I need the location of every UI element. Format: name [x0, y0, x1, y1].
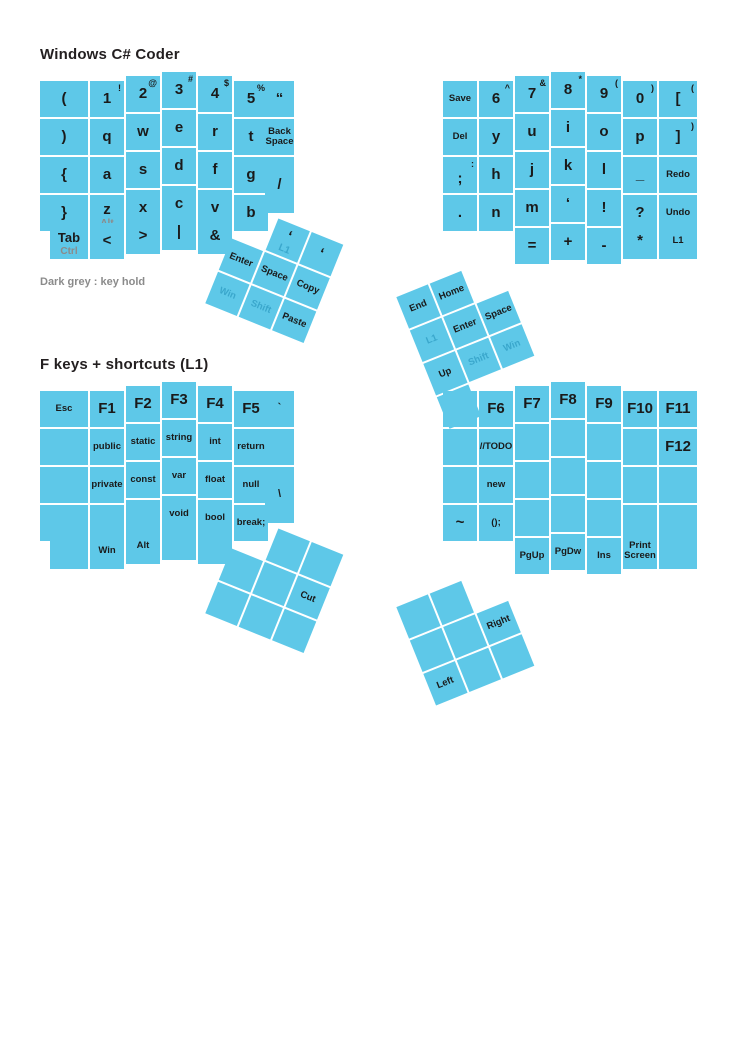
key-l1-right-r3-c1[interactable] — [443, 467, 477, 503]
key-left-r4-c1[interactable]: } — [40, 195, 88, 231]
section-title-2: F keys + shortcuts (L1) — [40, 356, 209, 373]
key-l1-right-parens[interactable]: (); — [479, 505, 513, 541]
key-l1-left-int[interactable]: int — [198, 424, 232, 460]
key-l1-right-r2-c4[interactable] — [551, 420, 585, 456]
key-right-r5-c3[interactable]: - — [587, 228, 621, 264]
key-l1-right-r4-c4[interactable] — [551, 496, 585, 532]
key-left-r1-c4[interactable]: # 3 — [162, 72, 196, 108]
key-l1-left-f2[interactable]: F2 — [126, 386, 160, 422]
key-l1-right-pgdw[interactable]: PgDw — [551, 534, 585, 570]
key-left-r1-c6[interactable]: % 5 — [234, 81, 268, 117]
section-title-1: Windows C# Coder — [40, 46, 180, 63]
key-right-r3-c2[interactable]: h — [479, 157, 513, 193]
key-l1-left-break[interactable]: break; — [234, 505, 268, 541]
key-l1-left-f5[interactable]: F5 — [234, 391, 268, 427]
key-l1-left-private[interactable]: private — [90, 467, 124, 503]
key-right-r1-c6[interactable]: ) 0 — [623, 81, 657, 117]
thumb-right-end[interactable]: End — [396, 284, 440, 328]
thumb-right-up[interactable]: Up — [423, 351, 467, 395]
key-l1-right-f7[interactable]: F7 — [515, 386, 549, 422]
key-l1-left-static[interactable]: static — [126, 424, 160, 460]
key-l1-right-pgup[interactable]: PgUp — [515, 538, 549, 574]
key-left-r3-c2[interactable]: a — [90, 157, 124, 193]
legend-note: Dark grey : key hold — [40, 276, 146, 288]
key-left-r5-c3[interactable]: > — [126, 218, 160, 254]
key-l1-right-tilde[interactable]: ~ — [443, 505, 477, 541]
key-left-r2-c3[interactable]: w — [126, 114, 160, 150]
key-left-r5-c2[interactable]: < — [90, 223, 124, 259]
key-right-r1-c2[interactable]: ^ 6 — [479, 81, 513, 117]
thumb-right-space[interactable]: Space — [477, 291, 521, 335]
key-l1-left-void[interactable]: void — [162, 496, 196, 532]
key-l1-right-f6[interactable]: F6 — [479, 391, 513, 427]
key-l1-left-r2-c1[interactable] — [40, 429, 88, 465]
key-right-r1-c5[interactable]: ( 9 — [587, 76, 621, 112]
key-l1-right-r3-c5[interactable] — [587, 462, 621, 498]
key-l1-right-r5-c5[interactable] — [659, 533, 697, 569]
key-right-r2-c7[interactable]: ) ] — [659, 119, 697, 155]
key-l1-right-r4-c3[interactable] — [515, 500, 549, 536]
key-right-r1-c7[interactable]: ( [ — [659, 81, 697, 117]
key-left-r4-c6[interactable]: b — [234, 195, 268, 231]
key-right-save[interactable]: Save — [443, 81, 477, 117]
key-left-r4-c3[interactable]: x — [126, 190, 160, 226]
key-left-r3-c6[interactable]: g — [234, 157, 268, 193]
key-l1-right-r2-c3[interactable] — [515, 424, 549, 460]
key-left-r5-c4[interactable]: | — [162, 214, 196, 250]
key-l1-left-win[interactable]: Win — [90, 533, 124, 569]
key-l1-thumb-right-left[interactable]: Left — [423, 661, 467, 705]
key-right-r4-c2[interactable]: n — [479, 195, 513, 231]
key-l1-left-bool[interactable]: bool — [198, 500, 232, 536]
thumb-right-enter[interactable]: Enter — [443, 304, 487, 348]
thumb-left-win[interactable]: Win — [205, 272, 249, 316]
key-l1-right-printscreen[interactable]: Print Screen — [623, 533, 657, 569]
key-l1-left-r2-c7[interactable] — [265, 429, 294, 465]
key-left-r2-c6[interactable]: t — [234, 119, 268, 155]
key-left-r3-c3[interactable]: s — [126, 152, 160, 188]
key-l1-right-f9[interactable]: F9 — [587, 386, 621, 422]
thumb-right-home[interactable]: Home — [430, 271, 474, 315]
key-l1-right-f8[interactable]: F8 — [551, 382, 585, 418]
key-right-undo[interactable]: Undo — [659, 195, 697, 231]
key-l1-right-todo[interactable]: //TODO — [479, 429, 513, 465]
key-right-r3-c1[interactable]: : ; — [443, 157, 477, 193]
key-left-r3-c1[interactable]: { — [40, 157, 88, 193]
key-left-r1-c5[interactable]: $ 4 — [198, 76, 232, 112]
key-l1-right-r3-c3[interactable] — [515, 462, 549, 498]
thumb-left-shift[interactable]: Shift — [239, 285, 283, 329]
key-right-r3-c6[interactable]: _ — [623, 157, 657, 193]
key-right-r5-c2[interactable]: + — [551, 224, 585, 260]
key-l1-thumb-left-cut[interactable]: Cut — [286, 575, 330, 619]
key-l1-left-float[interactable]: float — [198, 462, 232, 498]
key-left-r2-c5[interactable]: r — [198, 114, 232, 150]
key-l1-left-public[interactable]: public — [90, 429, 124, 465]
key-right-r5-c1[interactable]: = — [515, 228, 549, 264]
key-l1-left-string[interactable]: string — [162, 420, 196, 456]
key-left-r1-c1[interactable]: ( — [40, 81, 88, 117]
key-right-r4-c5[interactable]: ! — [587, 190, 621, 226]
thumb-right-win[interactable]: Win — [490, 324, 534, 368]
key-l1-right-f10[interactable]: F10 — [623, 391, 657, 427]
key-right-redo[interactable]: Redo — [659, 157, 697, 193]
key-left-slash[interactable]: / — [265, 157, 294, 213]
key-left-r1-c7[interactable]: “ — [265, 81, 294, 117]
key-l1-left-backslash[interactable]: \ — [265, 467, 294, 523]
key-l1-left-r3-c1[interactable] — [40, 467, 88, 503]
thumb-left-paste[interactable]: Paste — [272, 299, 316, 343]
key-l1-right-f12[interactable]: F12 — [659, 429, 697, 465]
key-l1-left-alt[interactable]: Alt — [126, 528, 160, 564]
key-right-r2-c4[interactable]: i — [551, 110, 585, 146]
thumb-left-space[interactable]: Space — [252, 252, 296, 296]
key-l1-right-r4-c5[interactable] — [587, 500, 621, 536]
thumb-left-enter[interactable]: Enter — [219, 238, 263, 282]
thumb-left-l1[interactable]: ‘ L1 — [266, 218, 310, 262]
key-right-del[interactable]: Del — [443, 119, 477, 155]
key-l1-left-f4[interactable]: F4 — [198, 386, 232, 422]
key-left-r2-c4[interactable]: e — [162, 110, 196, 146]
key-left-r5-c5[interactable]: & — [198, 218, 232, 254]
key-l1-right-r3-c4[interactable] — [551, 458, 585, 494]
thumb-left-copy[interactable]: Copy — [286, 265, 330, 309]
key-right-r2-c5[interactable]: o — [587, 114, 621, 150]
key-l1-left-r5-c1[interactable] — [50, 533, 88, 569]
key-left-backspace[interactable]: Back Space — [265, 119, 294, 155]
key-l1-left-var[interactable]: var — [162, 458, 196, 494]
key-left-r3-c5[interactable]: f — [198, 152, 232, 188]
key-right-r4-c1[interactable]: . — [443, 195, 477, 231]
key-left-r1-c2[interactable]: ! 1 — [90, 81, 124, 117]
key-left-r4-c2[interactable]: z — [90, 195, 124, 231]
key-right-r5-c4[interactable]: * — [623, 223, 657, 259]
key-l1-right-r1-c1[interactable] — [443, 391, 477, 427]
key-right-r1-c3[interactable]: & 7 — [515, 76, 549, 112]
key-l1-left-f1[interactable]: F1 — [90, 391, 124, 427]
key-l1-right-f11[interactable]: F11 — [659, 391, 697, 427]
key-left-r4-c5[interactable]: v — [198, 190, 232, 226]
key-left-r2-c1[interactable]: ) — [40, 119, 88, 155]
key-l1-left-r5-c4[interactable] — [162, 524, 196, 560]
key-l1-right-r3-c6[interactable] — [623, 467, 657, 503]
key-l1-left-const[interactable]: const — [126, 462, 160, 498]
thumb-right-shift[interactable]: Shift — [457, 338, 501, 382]
key-left-r1-c3[interactable]: @ 2 — [126, 76, 160, 112]
key-right-r2-c6[interactable]: p — [623, 119, 657, 155]
key-right-r4-c4[interactable]: ‘ — [551, 186, 585, 222]
key-right-r5-l1[interactable]: L1 — [659, 223, 697, 259]
key-l1-left-esc[interactable]: Esc — [40, 391, 88, 427]
key-l1-left-return[interactable]: return — [234, 429, 268, 465]
key-l1-right-r3-c7[interactable] — [659, 467, 697, 503]
key-left-r3-c4[interactable]: d — [162, 148, 196, 184]
key-right-r3-c5[interactable]: l — [587, 152, 621, 188]
key-right-r2-c2[interactable]: y — [479, 119, 513, 155]
key-right-r3-c4[interactable]: k — [551, 148, 585, 184]
thumb-right-l1[interactable]: L1 — [410, 318, 454, 362]
key-l1-right-r2-c5[interactable] — [587, 424, 621, 460]
key-l1-left-backtick[interactable]: ` — [265, 391, 294, 427]
key-right-r1-c4[interactable]: * 8 — [551, 72, 585, 108]
key-l1-right-ins[interactable]: Ins — [587, 538, 621, 574]
key-l1-right-r2-c6[interactable] — [623, 429, 657, 465]
key-right-r4-c6[interactable]: ? — [623, 195, 657, 231]
key-l1-right-new[interactable]: new — [479, 467, 513, 503]
key-l1-left-f3[interactable]: F3 — [162, 382, 196, 418]
key-l1-right-r2-c1[interactable] — [443, 429, 477, 465]
key-right-r3-c3[interactable]: j — [515, 152, 549, 188]
key-right-r2-c3[interactable]: u — [515, 114, 549, 150]
key-left-r2-c2[interactable]: q — [90, 119, 124, 155]
key-left-tab[interactable]: Tab Ctrl — [50, 223, 88, 259]
key-right-r4-c3[interactable]: m — [515, 190, 549, 226]
key-l1-thumb-right-right[interactable]: Right — [477, 601, 521, 645]
thumb-left-quote[interactable]: ‘ — [299, 232, 343, 276]
key-left-r4-c4[interactable]: c — [162, 186, 196, 222]
key-l1-left-null[interactable]: null — [234, 467, 268, 503]
